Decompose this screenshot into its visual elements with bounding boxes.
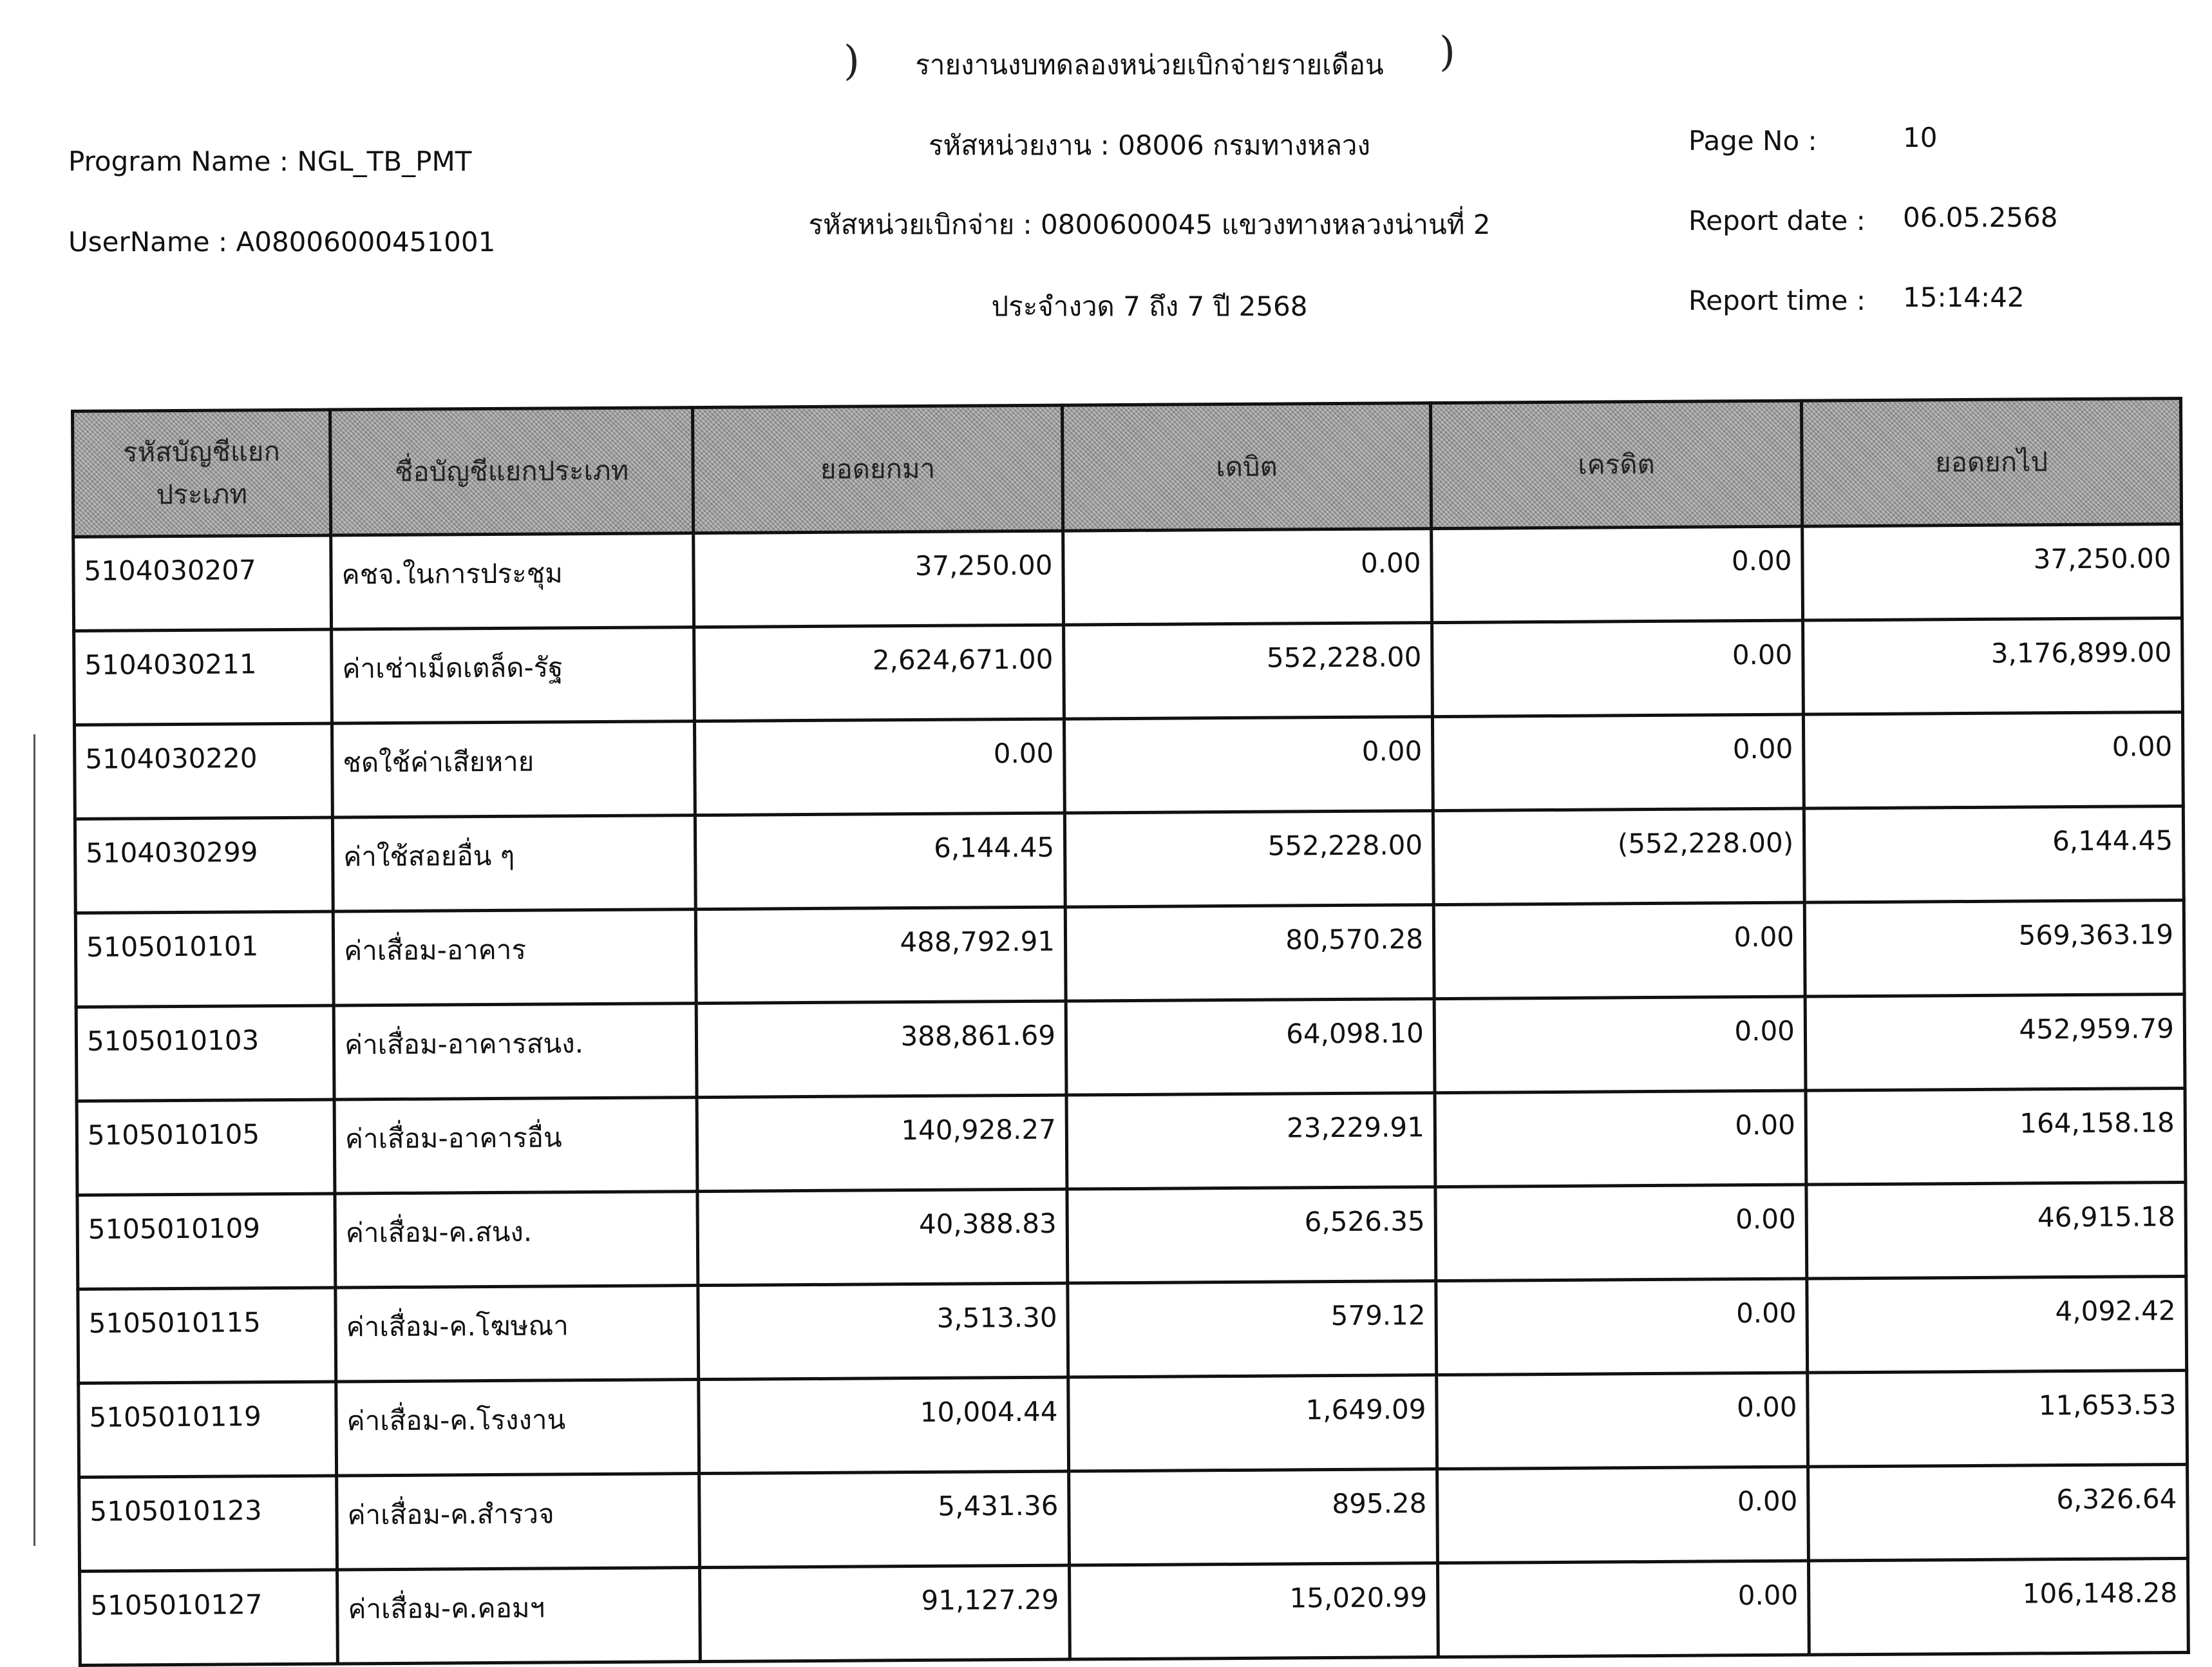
carried-forward-cell: 4,092.42 [1807, 1276, 2187, 1373]
debit-cell: 64,098.10 [1066, 999, 1435, 1095]
table-row [75, 900, 2184, 1007]
carried-forward-cell: 569,363.19 [1804, 900, 2184, 996]
table-row [77, 1182, 2186, 1289]
page-no-value: 10 [1903, 122, 1938, 153]
carried-forward-cell: 11,653.53 [1808, 1370, 2188, 1467]
carried-forward-cell: 164,158.18 [1806, 1088, 2186, 1185]
account-name-cell: ค่าเสื่อม-อาคารสนง. [334, 1004, 697, 1100]
credit-cell: (552,228.00) [1433, 808, 1804, 905]
column-header-account-code: รหัสบัญชีแยกประเภท [73, 410, 331, 537]
carried-forward-cell: 6,144.45 [1804, 806, 2184, 902]
table-row [80, 1558, 2189, 1665]
credit-cell: 0.00 [1437, 1561, 1809, 1657]
debit-cell: 6,526.35 [1067, 1187, 1436, 1283]
debit-cell: 895.28 [1069, 1469, 1438, 1565]
page-no-label: Page No : [1688, 125, 1817, 157]
account-code-cell: 5105010115 [78, 1288, 336, 1383]
column-header-debit: เดบิต [1062, 403, 1431, 531]
brought-forward-cell: 488,792.91 [695, 907, 1066, 1004]
credit-cell: 0.00 [1432, 714, 1804, 811]
department-code: รหัสหน่วยงาน : 08006 กรมทางหลวง [928, 129, 1371, 161]
account-code-cell: 5104030211 [74, 629, 332, 725]
credit-cell: 0.00 [1432, 526, 1803, 623]
report-time-value: 15:14:42 [1903, 281, 2025, 313]
column-header-carried-forward: ยอดยกไป [1801, 398, 2181, 526]
disbursement-unit: รหัสหน่วยเบิกจ่าย : 0800600045 แขวงทางหลวงน่านที่ 2 [808, 209, 1491, 240]
account-name-cell: ค่าเสื่อม-ค.โฆษณา [336, 1286, 699, 1382]
program-name: Program Name : NGL_TB_PMT [68, 146, 472, 177]
carried-forward-cell: 6,326.64 [1808, 1464, 2188, 1561]
account-code-cell: 5104030207 [73, 535, 332, 631]
brought-forward-cell: 140,928.27 [697, 1095, 1067, 1192]
report-period: ประจำงวด 7 ถึง 7 ปี 2568 [991, 291, 1308, 322]
account-code-cell: 5105010103 [76, 1005, 334, 1101]
account-code-cell: 5105010105 [77, 1100, 335, 1195]
column-header-credit: เครดิต [1430, 401, 1802, 529]
account-name-cell: ชดใช้ค่าเสียหาย [332, 721, 695, 817]
report-title: รายงานงบทดลองหน่วยเบิกจ่ายรายเดือน [915, 49, 1384, 81]
brought-forward-cell: 91,127.29 [699, 1565, 1070, 1662]
report-time-label: Report time : [1688, 285, 1866, 316]
account-code-cell: 5104030299 [75, 817, 333, 913]
credit-cell: 0.00 [1435, 1185, 1807, 1281]
table-header-row [73, 398, 2182, 537]
report-date-value: 06.05.2568 [1903, 202, 2058, 233]
account-name-cell: ค่าเช่าเม็ดเตล็ด-รัฐ [332, 627, 695, 723]
carried-forward-cell: 46,915.18 [1806, 1182, 2186, 1279]
debit-cell: 0.00 [1063, 529, 1432, 625]
table-row [75, 806, 2184, 913]
credit-cell: 0.00 [1435, 1091, 1806, 1187]
column-header-brought-forward: ยอดยกมา [692, 405, 1063, 533]
table-row [79, 1464, 2188, 1571]
account-name-cell: ค่าเสื่อม-อาคาร [333, 910, 696, 1005]
scan-bracket-right: ) [1439, 28, 1455, 76]
carried-forward-cell: 37,250.00 [1802, 524, 2182, 620]
debit-cell: 1,649.09 [1068, 1375, 1437, 1471]
table-row [73, 524, 2182, 631]
account-name-cell: ค่าเสื่อม-อาคารอื่น [334, 1098, 697, 1194]
account-name-cell: ค่าเสื่อม-ค.คอมฯ [337, 1568, 701, 1664]
account-name-cell: ค่าเสื่อม-ค.สำรวจ [337, 1474, 700, 1570]
brought-forward-cell: 388,861.69 [696, 1001, 1066, 1098]
debit-cell: 15,020.99 [1069, 1563, 1438, 1659]
table-row [78, 1276, 2187, 1383]
credit-cell: 0.00 [1436, 1279, 1808, 1375]
brought-forward-cell: 37,250.00 [694, 531, 1064, 627]
report-date-label: Report date : [1688, 205, 1866, 236]
credit-cell: 0.00 [1437, 1467, 1809, 1563]
table-row [77, 1088, 2186, 1195]
credit-cell: 0.00 [1433, 902, 1805, 999]
credit-cell: 0.00 [1432, 620, 1804, 717]
brought-forward-cell: 0.00 [694, 719, 1064, 815]
account-name-cell: ค่าใช้สอยอื่น ๆ [332, 815, 695, 911]
account-code-cell: 5105010123 [79, 1476, 337, 1571]
debit-cell: 552,228.00 [1064, 623, 1433, 719]
carried-forward-cell: 106,148.28 [1808, 1558, 2188, 1655]
brought-forward-cell: 10,004.44 [699, 1377, 1069, 1474]
brought-forward-cell: 5,431.36 [699, 1471, 1070, 1568]
account-code-cell: 5104030220 [74, 723, 332, 819]
brought-forward-cell: 6,144.45 [695, 813, 1065, 910]
table-row [76, 994, 2185, 1101]
account-name-cell: ค่าเสื่อม-ค.สนง. [335, 1192, 698, 1288]
account-code-cell: 5105010119 [79, 1382, 337, 1477]
table-body [73, 524, 2189, 1665]
scan-margin-line [33, 734, 35, 1546]
brought-forward-cell: 40,388.83 [697, 1189, 1068, 1286]
debit-cell: 80,570.28 [1065, 905, 1434, 1001]
credit-cell: 0.00 [1437, 1373, 1808, 1469]
account-code-cell: 5105010127 [80, 1570, 338, 1665]
debit-cell: 0.00 [1064, 717, 1433, 813]
carried-forward-cell: 0.00 [1803, 712, 2183, 808]
debit-cell: 23,229.91 [1066, 1093, 1435, 1189]
account-name-cell: คชจ.ในการประชุม [331, 533, 694, 629]
table-row [79, 1370, 2188, 1477]
brought-forward-cell: 2,624,671.00 [694, 625, 1064, 721]
debit-cell: 552,228.00 [1064, 811, 1433, 907]
trial-balance-table [71, 397, 2190, 1667]
account-name-cell: ค่าเสื่อม-ค.โรงงาน [336, 1380, 699, 1476]
credit-cell: 0.00 [1434, 996, 1806, 1093]
user-name: UserName : A08006000451001 [68, 226, 496, 258]
brought-forward-cell: 3,513.30 [698, 1283, 1068, 1380]
debit-cell: 579.12 [1068, 1281, 1437, 1377]
account-code-cell: 5105010101 [75, 911, 334, 1007]
table-row [74, 712, 2183, 819]
carried-forward-cell: 3,176,899.00 [1803, 618, 2183, 714]
account-code-cell: 5105010109 [77, 1194, 336, 1289]
table-row [74, 618, 2183, 725]
column-header-account-name: ชื่อบัญชีแยกประเภท [330, 408, 694, 535]
scan-bracket-left: ) [844, 37, 860, 85]
carried-forward-cell: 452,959.79 [1805, 994, 2185, 1091]
